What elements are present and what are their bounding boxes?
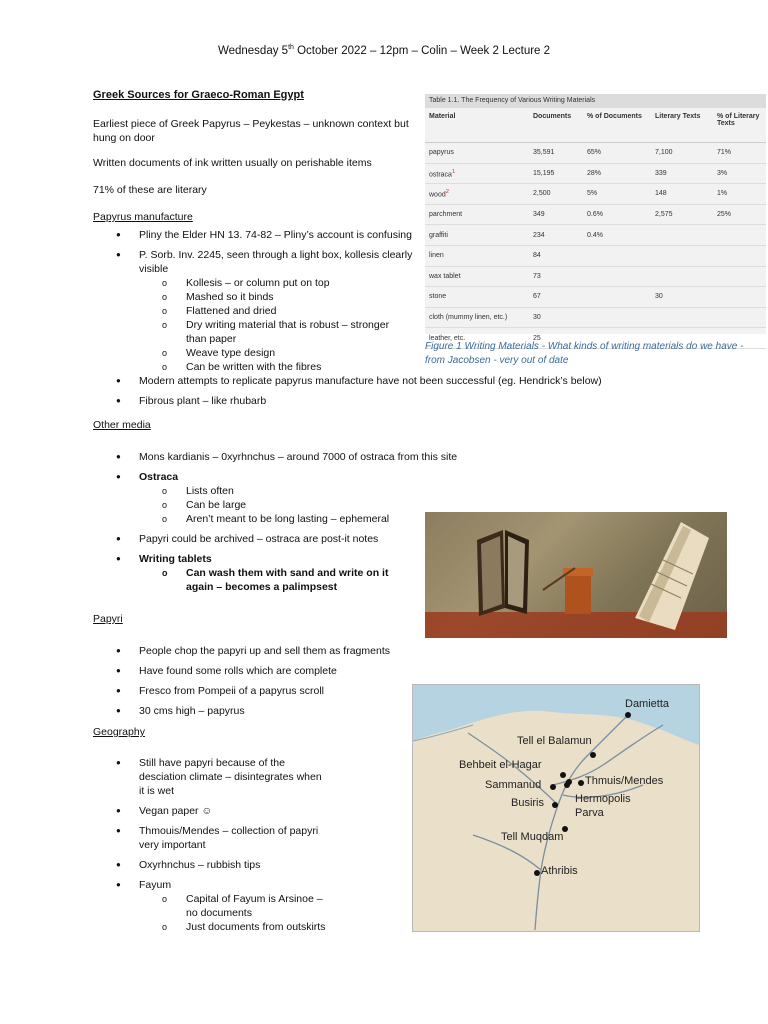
table-cell: 349	[529, 204, 583, 225]
table-cell: 65%	[583, 143, 651, 164]
nile-delta-map	[412, 684, 700, 932]
map-label: Thmuis/Mendes	[585, 775, 664, 787]
table-cell	[583, 245, 651, 266]
list-item: ● Mons kardianis – 0xyrhnchus – around 7000 of ostraca from this site	[93, 450, 469, 464]
intro-paragraph: Written documents of ink written usually on perishable items	[93, 157, 372, 169]
table-row	[425, 204, 766, 225]
table-header: Documents	[529, 108, 583, 143]
table-grid	[425, 108, 766, 349]
list-item: ● Thmouis/Mendes – collection of papyri very important	[93, 824, 329, 852]
table-cell: 2,575	[651, 204, 713, 225]
writing-materials-table	[425, 94, 766, 342]
fresco-drawing	[425, 512, 727, 638]
table-cell	[713, 245, 766, 266]
table-row	[425, 307, 766, 328]
table-cell: 67	[529, 287, 583, 308]
list-item: ● Still have papyri because of the desciation climate – disintegrates when it is wet	[93, 756, 329, 798]
table-row	[425, 245, 766, 266]
table-cell	[425, 184, 529, 205]
cell-text: ostraca	[429, 171, 452, 179]
sub-list-item: o Lists often	[93, 484, 423, 498]
table-row	[425, 163, 766, 184]
sub-list-item: o Can be large	[93, 498, 423, 512]
papyrus-manufacture-list-cont	[93, 374, 693, 414]
table-cell	[713, 225, 766, 246]
sub-list-item: o Aren’t meant to be long lasting – ephemeral	[93, 512, 423, 526]
page-title: Greek Sources for Graeco-Roman Egypt	[93, 89, 304, 101]
map-drawing	[413, 685, 699, 931]
table-row	[425, 266, 766, 287]
table-cell: 3%	[713, 163, 766, 184]
table-row	[425, 225, 766, 246]
sub-list-item: o Mashed so it binds	[93, 290, 423, 304]
section-heading-papyrus-manufacture: Papyrus manufacture	[93, 211, 193, 223]
list-item: ● 30 cms high – papyrus	[93, 704, 413, 718]
table-cell: 1%	[713, 184, 766, 205]
table-cell	[713, 287, 766, 308]
table-cell: 30	[651, 287, 713, 308]
sub-list-item: o Capital of Fayum is Arsinoe – no documents	[93, 892, 331, 920]
table-cell: leather, etc.	[425, 328, 529, 349]
writing-tablets-drawing	[477, 530, 529, 616]
table-header: Literary Texts	[651, 108, 713, 143]
list-item: ● Modern attempts to replicate papyrus manufacture have not been successful (eg. Hendrick’s below)	[93, 374, 693, 388]
list-item: ● Fibrous plant – like rhubarb	[93, 394, 693, 408]
table-cell: 84	[529, 245, 583, 266]
list-item: ● Fayum	[93, 878, 343, 892]
table-cell: 0.6%	[583, 204, 651, 225]
footnote-mark: 2	[445, 189, 449, 196]
table-caption: Table 1.1. The Frequency of Various Writing Materials	[425, 94, 766, 108]
figure-caption: Figure 1 Writing Materials - What kinds of writing materials do we have - from Jacobsen - very out of date	[425, 341, 744, 366]
table-cell: cloth (mummy linen, etc.)	[425, 307, 529, 328]
map-label: Athribis	[541, 865, 578, 877]
table-cell: 15,195	[529, 163, 583, 184]
map-label: Sammanud	[485, 779, 542, 791]
map-label: Tell Muqdam	[501, 831, 564, 843]
table-cell: 234	[529, 225, 583, 246]
table-cell: stone	[425, 287, 529, 308]
list-item: ● Pliny the Elder HN 13. 74-82 – Pliny’s account is confusing	[93, 228, 423, 242]
intro-paragraph: 71% of these are literary	[93, 184, 207, 196]
table-cell: 148	[651, 184, 713, 205]
map-label: Damietta	[625, 698, 670, 710]
list-item: ● Have found some rolls which are complete	[93, 664, 413, 678]
footnote-mark: 1	[451, 168, 456, 175]
geography-list	[93, 756, 343, 934]
table-cell: 339	[651, 163, 713, 184]
sub-list-item: o Just documents from outskirts	[93, 920, 343, 934]
table-cell: 2,500	[529, 184, 583, 205]
table-cell	[583, 307, 651, 328]
map-label: Tell el Balamun	[517, 735, 592, 747]
table-cell	[651, 307, 713, 328]
sub-list-item: o Kollesis – or column put on top	[93, 276, 423, 290]
inkpot-drawing	[543, 568, 593, 614]
table-cell	[583, 266, 651, 287]
list-item: ● Ostraca	[93, 470, 423, 484]
papyrus-manufacture-list	[93, 228, 423, 374]
section-heading-geography: Geography	[93, 726, 145, 738]
table-cell	[651, 245, 713, 266]
table-cell: wax tablet	[425, 266, 529, 287]
table-row	[425, 143, 766, 164]
list-item: ● Vegan paper ☺	[93, 804, 343, 818]
table-cell: 25	[529, 328, 583, 349]
table-cell	[651, 225, 713, 246]
sub-list-item: o Weave type design	[93, 346, 423, 360]
table-cell: parchment	[425, 204, 529, 225]
section-heading-other-media: Other media	[93, 419, 151, 431]
table-cell: 7,100	[651, 143, 713, 164]
map-label: Hermopolis	[575, 793, 631, 805]
table-header: % of Literary Texts	[713, 108, 766, 143]
table-row	[425, 287, 766, 308]
table-cell	[583, 287, 651, 308]
sub-list-item: o Flattened and dried	[93, 304, 423, 318]
header-rest: October 2022 – 12pm – Colin – Week 2 Lecture 2	[293, 44, 551, 57]
table-cell: 5%	[583, 184, 651, 205]
cell-text: wood	[429, 191, 446, 199]
table-cell: 28%	[583, 163, 651, 184]
list-item: ● Papyri could be archived – ostraca are post-it notes	[93, 532, 423, 546]
sub-list-item: o Can wash them with sand and write on it again – becomes a palimpsest	[93, 566, 416, 594]
table-cell: linen	[425, 245, 529, 266]
map-label: Busiris	[511, 797, 545, 809]
papyri-list	[93, 644, 413, 724]
map-label: Parva	[575, 807, 604, 819]
list-item: ● Oxyrhnchus – rubbish tips	[93, 858, 343, 872]
table-cell	[425, 163, 529, 184]
list-item: ● Fresco from Pompeii of a papyrus scroll	[93, 684, 413, 698]
table-cell: 0.4%	[583, 225, 651, 246]
table-header: % of Documents	[583, 108, 651, 143]
map-label: Behbeit el-Hagar	[459, 759, 542, 771]
table-cell: papyrus	[425, 143, 529, 164]
pompeii-fresco-image	[425, 512, 727, 638]
table-cell: 73	[529, 266, 583, 287]
list-item: ● Writing tablets	[93, 552, 423, 566]
header-date: Wednesday 5	[217, 44, 289, 57]
intro-paragraph: Earliest piece of Greek Papyrus – Peykestas – unknown context but hung on door	[93, 118, 409, 144]
table-cell: 25%	[713, 204, 766, 225]
table-cell: graffiti	[425, 225, 529, 246]
table-row	[425, 184, 766, 205]
table-cell: 71%	[713, 143, 766, 164]
sub-list-item: o Can be written with the fibres	[93, 360, 423, 374]
list-item: ● P. Sorb. Inv. 2245, seen through a light box, kollesis clearly visible	[93, 248, 423, 276]
lecture-header	[0, 44, 768, 57]
table-header-row	[425, 108, 766, 143]
other-media-list	[93, 450, 458, 594]
table-cell	[713, 307, 766, 328]
table-header: Material	[425, 108, 529, 143]
table-cell: 30	[529, 307, 583, 328]
header-sup: th	[288, 44, 294, 51]
section-heading-papyri: Papyri	[93, 613, 123, 625]
table-cell: 35,591	[529, 143, 583, 164]
list-item: ● People chop the papyri up and sell them as fragments	[93, 644, 413, 658]
table-cell	[713, 266, 766, 287]
sub-list-item: o Dry writing material that is robust – stronger than paper	[93, 318, 396, 346]
table-cell	[651, 266, 713, 287]
